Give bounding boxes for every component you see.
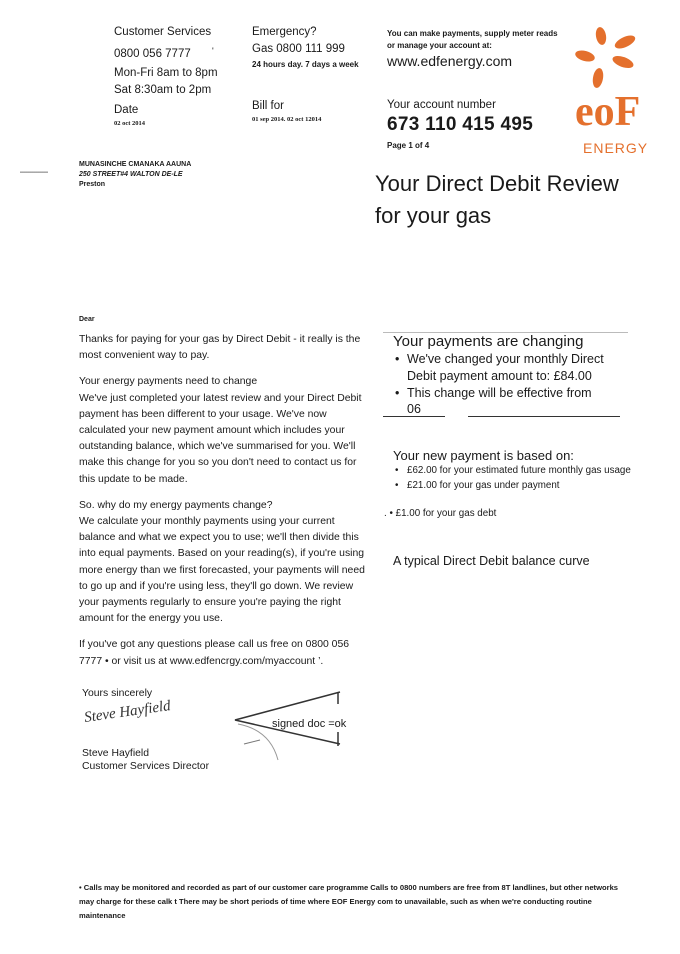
hours-weekday: Mon-Fri 8am to 8pm — [114, 67, 218, 79]
date-label: Date — [114, 104, 139, 116]
account-label: Your account number — [387, 99, 496, 111]
address-street: 250 STREET#4 WALTON DE-LE — [79, 171, 183, 178]
logo-wordmark: eoF — [575, 89, 641, 135]
online-block — [387, 28, 567, 69]
stamp-text: signed doc =ok — [272, 718, 347, 730]
footer-note: • Calls may be monitored and recorded as part of our customer care programme Calls to 0800 numbers are free from 8T landlines, but other networks may charge for these calk t There may be short periods of time where EOF Energy com to unavailable, such as when we're conducting routine maintenance — [79, 883, 619, 920]
emergency-note: 24 hours day. 7 days a week — [252, 60, 359, 69]
date-block — [114, 104, 145, 127]
address-dash: -------------- — [20, 170, 48, 176]
flame-logo-icon — [565, 22, 655, 94]
emergency-block — [252, 24, 359, 71]
account-number: 673 110 415 495 — [387, 114, 534, 135]
paragraph-why: We calculate your monthly payments using your current balance and what we expect you to use; we'll then divide this into equal payments. Based on your reading(s), if you're using more energy than we first forecasted, your payments will need to go up and if you're using less, they'll go down. We review your payments regularly to ensure you're paying the right amount for the energy you use. — [79, 516, 365, 625]
bill-for-label: Bill for — [252, 100, 284, 112]
signer-name: Steve Hayfield — [82, 748, 149, 759]
letter-body — [79, 332, 371, 670]
changing-item-effective: • This change will be effective from — [393, 385, 633, 402]
online-url[interactable]: www.edfenergy.com — [387, 53, 513, 69]
bill-for-value: 01 sep 2014. 02 oct 12014 — [252, 116, 322, 123]
paragraph-change-heading: Your energy payments need to change — [79, 376, 258, 388]
customer-services-title: Customer Services — [114, 26, 212, 38]
company-logo — [565, 22, 655, 162]
balance-curve-title: A typical Direct Debit balance curve — [393, 554, 590, 568]
debt-item-row — [384, 508, 496, 519]
bill-for-block — [252, 100, 321, 123]
date-value: 02 oct 2014 — [114, 120, 146, 127]
account-block — [387, 99, 533, 150]
based-item-usage: • £62.00 for your estimated future monthly gas usage — [393, 463, 633, 478]
debt-prefix: . — [384, 508, 387, 519]
paragraph-change: We've just completed your latest review and your Direct Debit payment has been different to your usage. We've now calculated your new payment amount which includes your outstanding balance, which we've summarised for you. We'll make this change for you so you don't need to contact us for this update to be made. — [79, 392, 362, 485]
online-note: You can make payments, supply meter reads or manage your account at: — [387, 29, 558, 50]
effective-date-value: 06 — [383, 402, 445, 417]
paragraph-contact: If you've got any questions please call us free on 0800 056 7777 • or visit us at www.edfencrgy.com/myaccount ’. — [79, 639, 350, 667]
debt-item: • £1.00 for your gas debt — [389, 508, 497, 519]
effective-underline — [468, 416, 620, 417]
page-title — [375, 168, 619, 232]
signer-block — [82, 747, 209, 773]
address-town: Preston — [79, 181, 106, 188]
emergency-phone: Gas 0800 111 999 — [252, 43, 345, 55]
customer-services-block — [114, 24, 218, 99]
based-on-list — [393, 463, 633, 493]
customer-services-phone: 0800 056 7777 — [114, 48, 191, 60]
address-name: MUNASINCHE CMANAKA AAUNA — [79, 161, 192, 168]
emergency-title: Emergency? — [252, 26, 317, 38]
page-title-line2: for your gas — [375, 203, 492, 228]
payments-changing-title: Your payments are changing — [393, 333, 584, 350]
hours-saturday: Sat 8:30am to 2pm — [114, 84, 212, 96]
based-item-underpayment: • £21.00 for your gas under payment — [393, 478, 633, 493]
paragraph-why-heading: So. why do my energy payments change? — [79, 499, 273, 511]
page-title-line1: Your Direct Debit Review — [375, 171, 619, 196]
logo-subtext: ENERGY — [583, 140, 649, 156]
signer-title: Customer Services Director — [82, 761, 210, 772]
changing-item-amount: • We've changed your monthly Direct Debit payment amount to: £84.00 — [393, 351, 633, 385]
based-on-title: Your new payment is based on: — [393, 448, 574, 463]
address-block — [79, 160, 191, 190]
greeting: Dear — [79, 316, 95, 323]
payments-changing-list — [393, 351, 633, 402]
signature: Steve Hayfield — [83, 698, 172, 726]
closing: Yours sincerely — [82, 688, 153, 699]
paragraph-intro: Thanks for paying for your gas by Direct Debit - it really is the most convenient way to pay. — [79, 334, 361, 362]
tick-mark: ' — [211, 46, 214, 56]
page-indicator: Page 1 of 4 — [387, 141, 430, 150]
